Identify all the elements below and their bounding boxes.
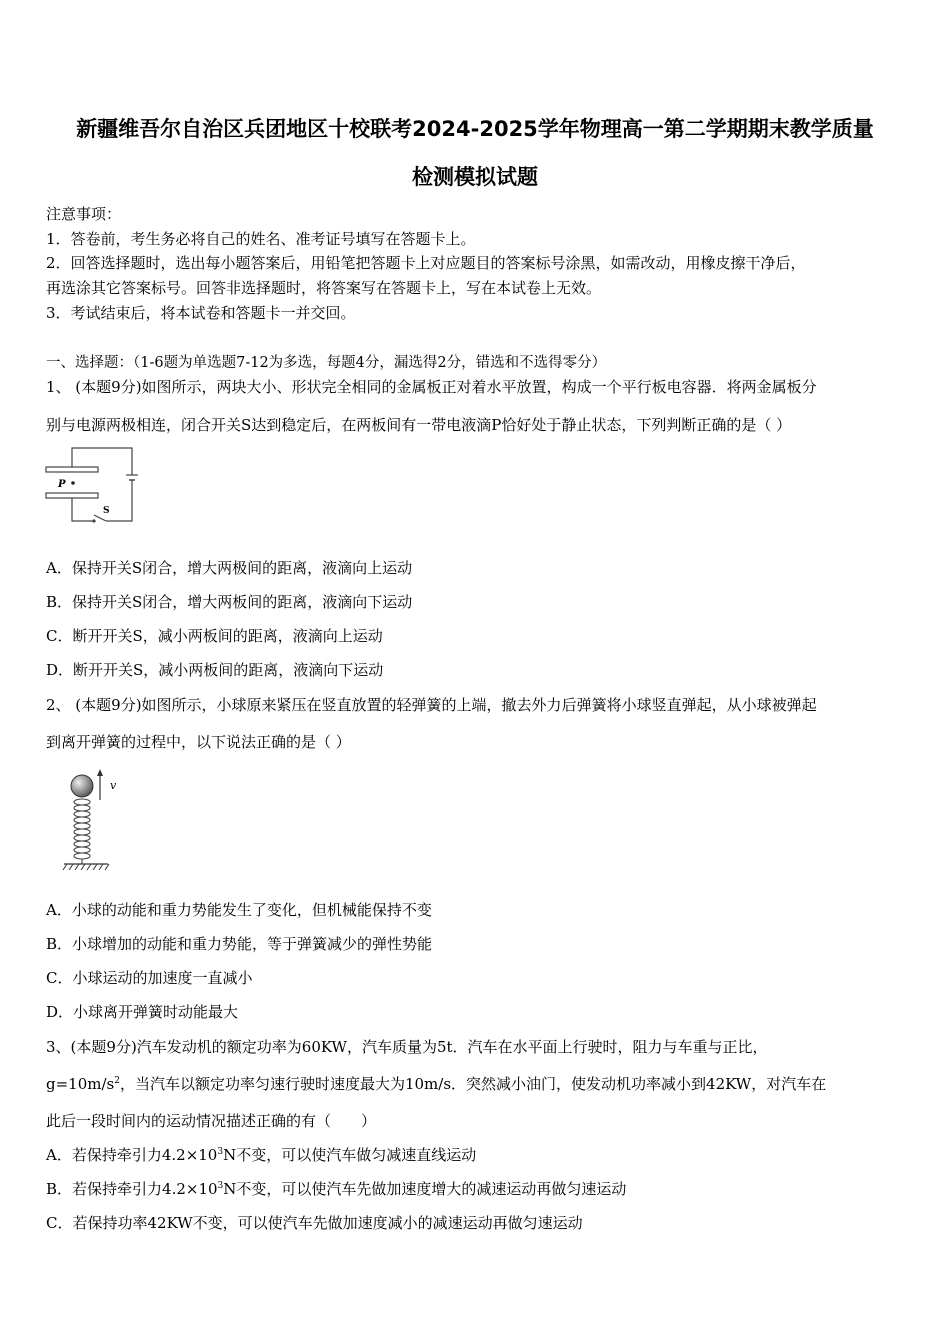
notice-item-2a: 2．回答选择题时，选出每小题答案后，用铅笔把答题卡上对应题目的答案标号涂黑，如需改动，用橡皮擦干净后， [46, 254, 806, 272]
q1-option-c: C．断开开关S，减小两板间的距离，液滴向上运动 [46, 627, 383, 645]
q3-stem-line-1: 3、(本题9分)汽车发动机的额定功率为60KW，汽车质量为5t．汽车在水平面上行驶时，阻力与车重与正比， [46, 1038, 768, 1056]
notice-item-2b: 再选涂其它答案标号。回答非选择题时，将答案写在答题卡上，写在本试卷上无效。 [46, 279, 602, 297]
q3-stem-line-2 [46, 1073, 826, 1094]
section-heading: 一、选择题：（1-6题为单选题7-12为多选，每题4分，漏选得2分，错选和不选得零分） [46, 355, 607, 371]
q2-option-b: B．小球增加的动能和重力势能，等于弹簧减少的弹性势能 [46, 935, 433, 953]
notice-item-3: 3．考试结束后，将本试卷和答题卡一并交回。 [46, 304, 356, 322]
q3-a-pre: A．若保持牵引力4.2×10 [46, 1146, 218, 1164]
q1-option-b: B．保持开关S闭合，增大两板间的距离，液滴向下运动 [46, 593, 413, 611]
title-line-2: 检测模拟试题 [412, 165, 538, 189]
ball [71, 775, 93, 797]
spring-coil [74, 799, 90, 859]
q3-b-pre: B．若保持牵引力4.2×10 [46, 1180, 218, 1198]
label-v: v [110, 779, 117, 792]
q1-option-a: A．保持开关S闭合，增大两极间的距离，液滴向上运动 [46, 559, 413, 577]
label-s: S [103, 506, 110, 516]
q3-a-sup: 3 [217, 1147, 224, 1157]
capacitor-circuit-figure [44, 445, 144, 525]
q3-option-a [46, 1144, 476, 1165]
q2-stem-line-2: 到离开弹簧的过程中，以下说法正确的是（ ） [46, 733, 351, 751]
title-line-1: 新疆维吾尔自治区兵团地区十校联考2024-2025学年物理高一第二学期期末教学质量 [76, 117, 874, 141]
q3-option-b [46, 1178, 626, 1199]
droplet-p-dot [71, 481, 75, 485]
q1-stem-line-1: 1、 (本题9分)如图所示，两块大小、形状完全相同的金属板正对着水平放置，构成一个平行板电容器．将两金属板分 [46, 378, 817, 396]
q3-a-post: N不变，可以使汽车做匀减速直线运动 [223, 1146, 477, 1164]
q3-line2-sup: 2 [114, 1076, 120, 1086]
q3-b-sup: 3 [217, 1181, 224, 1191]
notice-item-1: 1．答卷前，考生务必将自己的姓名、准考证号填写在答题卡上。 [46, 230, 476, 248]
q3-line2-pre: g=10m/s [46, 1075, 115, 1093]
q2-option-d: D．小球离开弹簧时动能最大 [46, 1003, 239, 1021]
q3-option-c: C．若保持功率42KW不变，可以使汽车先做加速度减小的减速运动再做匀速运动 [46, 1214, 583, 1232]
label-p: P [58, 479, 66, 490]
ball-spring-figure [62, 768, 132, 876]
q3-b-post: N不变，可以使汽车先做加速度增大的减速运动再做匀速运动 [223, 1180, 627, 1198]
notice-heading: 注意事项： [46, 205, 122, 223]
q1-stem-line-2: 别与电源两极相连，闭合开关S达到稳定后，在两板间有一带电液滴P恰好处于静止状态，下列判断正确的是（ ） [46, 416, 792, 434]
q2-stem-line-1: 2、 (本题9分)如图所示，小球原来紧压在竖直放置的轻弹簧的上端，撤去外力后弹簧将小球竖直弹起，从小球被弹起 [46, 696, 817, 714]
q1-option-d: D．断开开关S，减小两板间的距离，液滴向下运动 [46, 661, 384, 679]
q3-line2-post: ，当汽车以额定功率匀速行驶时速度最大为10m/s．突然减小油门，使发动机功率减小到42KW，对汽车在 [119, 1075, 827, 1093]
q3-stem-line-3: 此后一段时间内的运动情况描述正确的有（ ） [46, 1112, 377, 1130]
q2-option-c: C．小球运动的加速度一直减小 [46, 969, 253, 987]
q2-option-a: A．小球的动能和重力势能发生了变化，但机械能保持不变 [46, 901, 432, 919]
